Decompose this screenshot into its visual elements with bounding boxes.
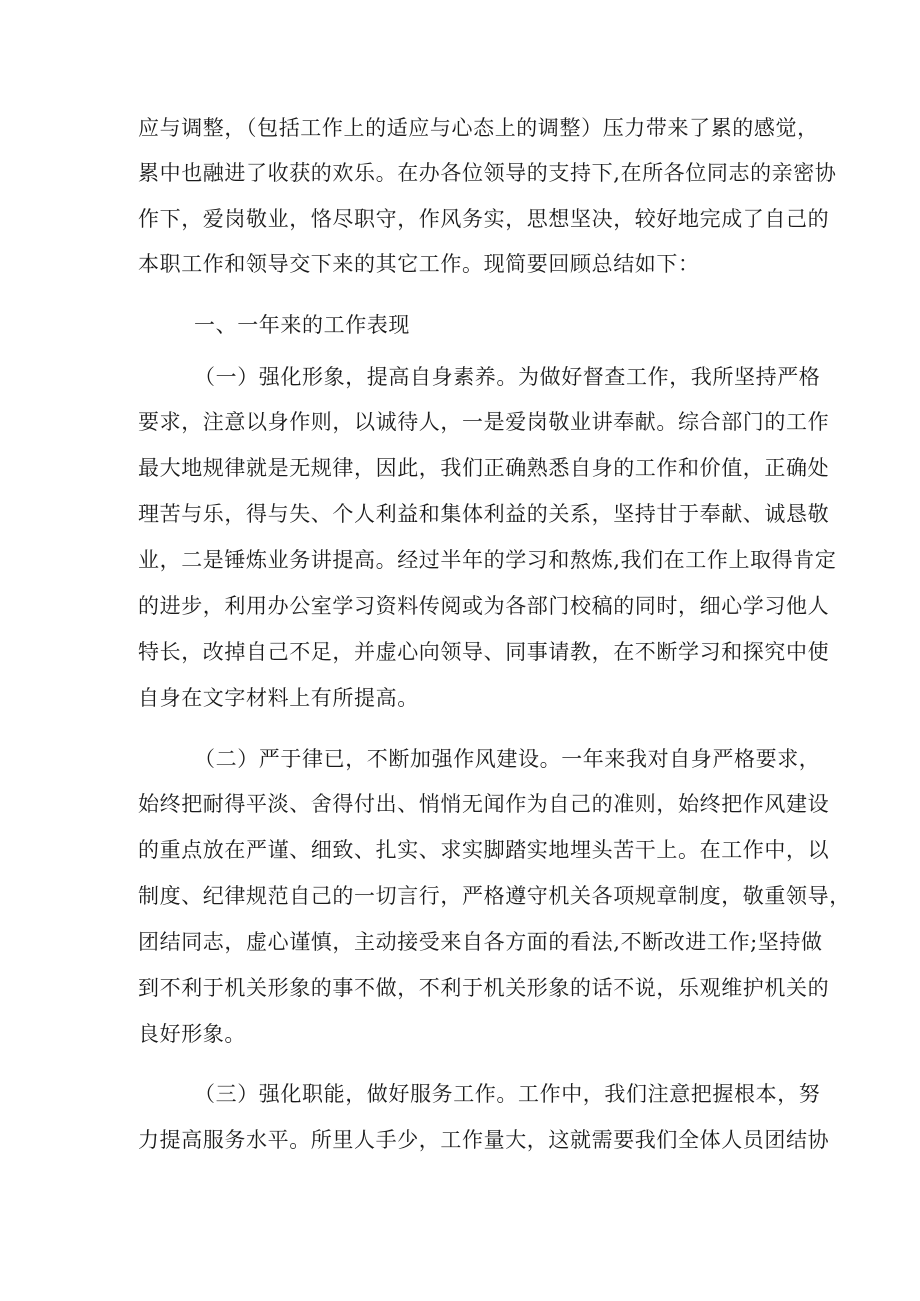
text-line: 的进步，利用办公室学习资料传阅或为各部门校稿的同时，细心学习他人 bbox=[138, 594, 830, 618]
text-line: 要求，注意以身作则，以诚待人，一是爱岗敬业讲奉献。综合部门的工作 bbox=[138, 410, 830, 434]
section-heading: 一、一年来的工作表现 bbox=[194, 313, 410, 337]
text-line: （三）强化职能，做好服务工作。工作中，我们注意把握根本，努 bbox=[194, 1082, 821, 1106]
text-line: 应与调整，（包括工作上的适应与心态上的调整）压力带来了累的感觉， bbox=[138, 116, 819, 140]
text-line: 理苦与乐，得与失、个人利益和集体利益的关系，坚持甘于奉献、诚恳敬 bbox=[138, 502, 830, 526]
text-line: 良好形象。 bbox=[138, 1022, 246, 1046]
text-line: 累中也融进了收获的欢乐。在办各位领导的支持下,在所各位同志的亲密协 bbox=[138, 161, 837, 185]
text-line: （二）严于律已，不断加强作风建设。一年来我对自身严格要求， bbox=[194, 747, 821, 771]
text-line: 团结同志，虚心谨慎，主动接受来自各方面的看法,不断改进工作;坚持做 bbox=[138, 930, 823, 954]
text-line: 业，二是锤炼业务讲提高。经过半年的学习和熬炼,我们在工作上取得肯定 bbox=[138, 548, 837, 572]
text-line: 自身在文字材料上有所提高。 bbox=[138, 686, 419, 710]
text-line: 制度、纪律规范自己的一切言行，严格遵守机关各项规章制度，敬重领导， bbox=[138, 884, 851, 908]
text-line: 本职工作和领导交下来的其它工作。现简要回顾总结如下： bbox=[138, 252, 700, 276]
text-line: 的重点放在严谨、细致、扎实、求实脚踏实地埋头苦干上。在工作中，以 bbox=[138, 838, 830, 862]
text-line: 特长，改掉自己不足，并虚心向领导、同事请教，在不断学习和探究中使 bbox=[138, 640, 830, 664]
text-line: 力提高服务水平。所里人手少，工作量大，这就需要我们全体人员团结协 bbox=[138, 1128, 830, 1152]
text-line: 到不利于机关形象的事不做，不利于机关形象的话不说，乐观维护机关的 bbox=[138, 976, 830, 1000]
text-line: 始终把耐得平淡、舍得付出、悄悄无闻作为自己的准则，始终把作风建设 bbox=[138, 792, 830, 816]
text-line: 最大地规律就是无规律，因此，我们正确熟悉自身的工作和价值，正确处 bbox=[138, 456, 830, 480]
text-line: 作下，爱岗敬业，恪尽职守，作风务实，思想坚决，较好地完成了自己的 bbox=[138, 207, 830, 231]
text-line: （一）强化形象，提高自身素养。为做好督查工作，我所坚持严格 bbox=[194, 365, 821, 389]
